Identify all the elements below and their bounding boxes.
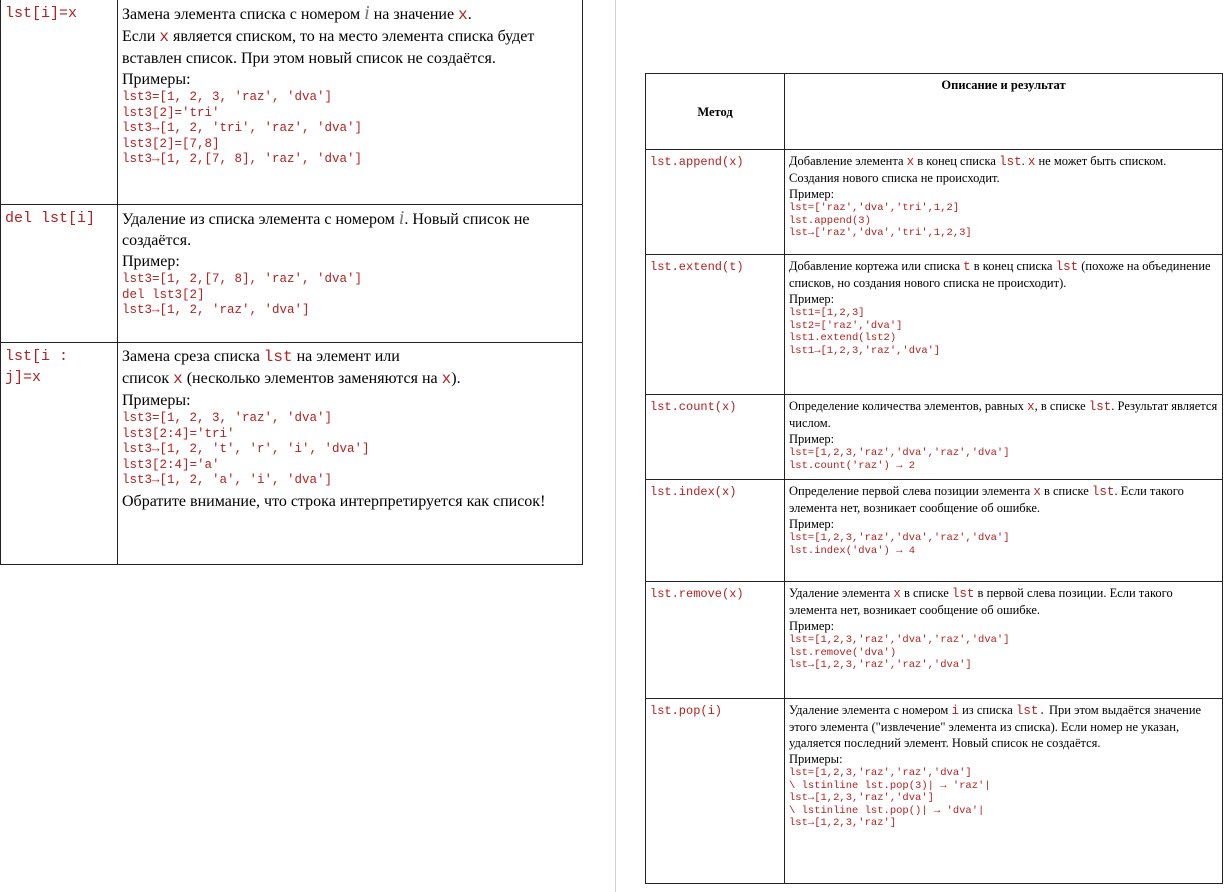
description-cell xyxy=(118,0,583,205)
method-cell xyxy=(1,0,118,205)
description-cell xyxy=(785,480,1223,582)
code-example: lst=[1,2,3,'raz','dva','raz','dva'] lst.index('dva') → 4 xyxy=(789,532,1010,557)
description: Удаление элемента x в списке lst в первой слева позиции. Если такого элемента нет, возникает сообщение об ошибке. xyxy=(789,586,1173,617)
examples-label: Пример: xyxy=(789,517,835,531)
description: Определение первой слева позиции элемента x в списке lst. Если такого элемента нет, возникает сообщение об ошибке. xyxy=(789,484,1184,515)
right-methods-table xyxy=(645,73,1223,884)
description: Определение количества элементов, равных x, в списке lst. Результат является числом. xyxy=(789,399,1218,430)
header-description: Описание и результат xyxy=(785,74,1223,150)
method-cell xyxy=(646,255,785,395)
description-cell xyxy=(785,582,1223,699)
examples-label: Пример: xyxy=(789,619,835,633)
table-row xyxy=(646,480,1223,582)
code-example: lst3=[1, 2, 3, 'raz', 'dva'] lst3[2]='tri' lst3→[1, 2, 'tri', 'raz', 'dva'] lst3[2]=[7,8] lst3→[1, 2,[7, 8], 'raz', 'dva'] xyxy=(122,90,363,166)
examples-label: Пример: xyxy=(789,187,835,201)
description: Удаление из списка элемента с номером i. Новый список не создаётся. xyxy=(122,207,530,249)
description: Замена элемента списка с номером i на значение x. xyxy=(122,2,472,24)
code-example: lst=[1,2,3,'raz','dva','raz','dva'] lst.remove('dva') lst→[1,2,3,'raz','raz','dva'] xyxy=(789,634,1010,671)
table-row xyxy=(1,205,583,343)
method-cell xyxy=(646,150,785,255)
method-cell xyxy=(646,699,785,884)
method-name-cont: j]=x xyxy=(5,369,42,386)
table-row xyxy=(646,395,1223,480)
header-row xyxy=(646,74,1223,150)
description-cell xyxy=(785,395,1223,480)
code-example: lst3=[1, 2, 3, 'raz', 'dva'] lst3[2:4]='tri' lst3→[1, 2, 't', 'r', 'i', 'dva'] lst3[2:4]='a' lst3→[1, 2, 'a', 'i', 'dva'] xyxy=(122,411,370,487)
description: Удаление элемента с номером i из списка lst. При этом выдаётся значение этого элемента ("извлечение" элемента из списка). Если номер не указан, удаляется последний элемент. Новый список не создаётся. xyxy=(789,703,1202,750)
code-example: lst1=[1,2,3] lst2=['raz','dva'] lst1.extend(lst2) lst1→[1,2,3,'raz','dva'] xyxy=(789,307,941,357)
description: Замена среза списка lst на элемент или xyxy=(122,348,400,366)
examples-label: Примеры: xyxy=(122,71,191,88)
method-name: lst.pop(i) xyxy=(650,704,723,718)
header-method: Метод xyxy=(646,74,785,150)
description-cell xyxy=(118,205,583,343)
description-cell xyxy=(118,343,583,565)
description-2: Если x является списком, то на место элемента списка будет вставлен список. При этом новый список не создаётся. xyxy=(122,28,535,67)
method-name: del lst[i] xyxy=(5,210,96,227)
table-row xyxy=(1,0,583,205)
code-example: lst=[1,2,3,'raz','raz','dva'] \ lstinline lst.pop(3)| → 'raz'| lst→[1,2,3,'raz','dva'] \ lstinline lst.pop()| → 'dva'| lst→[1,2,3,'raz'] xyxy=(789,767,991,829)
description-cell xyxy=(785,255,1223,395)
method-cell xyxy=(1,343,118,565)
code-example: lst=['raz','dva','tri',1,2] lst.append(3) lst→['raz','dva','tri',1,2,3] xyxy=(789,202,972,239)
method-name: lst[i : xyxy=(5,348,69,365)
left-methods-table xyxy=(0,0,583,565)
method-cell xyxy=(1,205,118,343)
method-name: lst.remove(x) xyxy=(650,587,744,601)
method-name: lst.extend(t) xyxy=(650,260,744,274)
method-name: lst.append(x) xyxy=(650,155,744,169)
table-row xyxy=(646,699,1223,884)
note: Обратите внимание, что строка интерпретируется как список! xyxy=(122,492,546,510)
examples-label: Пример: xyxy=(789,432,835,446)
description: Добавление элемента x в конец списка lst. x не может быть списком. Создания нового списка не происходит. xyxy=(789,154,1167,185)
table-row xyxy=(1,343,583,565)
method-cell xyxy=(646,395,785,480)
method-name: lst.count(x) xyxy=(650,400,737,414)
examples-label: Примеры: xyxy=(789,752,843,766)
code-example: lst=[1,2,3,'raz','dva','raz','dva'] lst.count('raz') → 2 xyxy=(789,447,1010,472)
code-example: lst3=[1, 2,[7, 8], 'raz', 'dva'] del lst3[2] lst3→[1, 2, 'raz', 'dva'] xyxy=(122,272,363,317)
description-cell xyxy=(785,150,1223,255)
table-row xyxy=(646,255,1223,395)
description-2: список x (несколько элементов заменяются на x). xyxy=(122,370,461,388)
table-row xyxy=(646,150,1223,255)
description-cell xyxy=(785,699,1223,884)
examples-label: Пример: xyxy=(789,292,835,306)
method-cell xyxy=(646,582,785,699)
method-name: lst.index(x) xyxy=(650,485,737,499)
method-name: lst[i]=x xyxy=(5,5,78,22)
description: Добавление кортежа или списка t в конец списка lst (похоже на объединение списков, но создания нового списка не происходит). xyxy=(789,259,1211,290)
examples-label: Примеры: xyxy=(122,392,191,409)
table-row xyxy=(646,582,1223,699)
column-separator xyxy=(615,0,616,892)
method-cell xyxy=(646,480,785,582)
examples-label: Пример: xyxy=(122,253,180,270)
